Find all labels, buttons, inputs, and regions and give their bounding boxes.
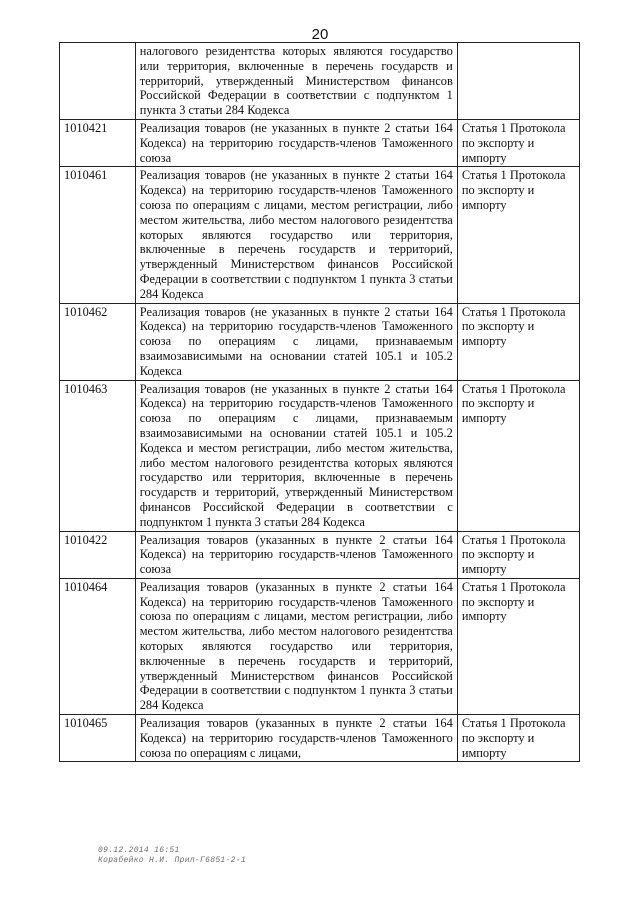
page-number: 20 — [311, 26, 329, 43]
table-row — [60, 43, 580, 120]
table-row — [60, 531, 580, 578]
code-cell — [60, 43, 136, 120]
basis-cell: Статья 1 Протокола по экспорту и импорту — [457, 380, 579, 531]
description-cell: Реализация товаров (указанных в пункте 2 статьи 164 Кодекса) на территорию государств-членов Таможенного союза по операциям с лицами, местом регистрации, либо местом жительства, либо местом налогового резидентства которых являются государство или территория, включенные в перечень государств и территорий, утвержденный Министерством финансов Российской Федерации в соответствии с подпунктом 1 пункта 3 статьи 284 Кодекса — [135, 578, 457, 714]
operation-codes-table — [59, 42, 580, 762]
footer-stamp-date: 09.12.2014 16:51 — [98, 846, 180, 855]
description-cell: Реализация товаров (не указанных в пункте 2 статьи 164 Кодекса) на территорию государств-членов Таможенного союза по операциям с лицами, признаваемым взаимозависимыми на основании статей 105.1 и 105.2 Кодекса и местом регистрации, либо местом жительства, либо местом налогового резидентства которых являются государство или территория, включенные в перечень государств и территорий, утвержденный Министерством финансов Российской Федерации в соответствии с подпунктом 1 пункта 3 статьи 284 Кодекса — [135, 380, 457, 531]
code-cell: 1010462 — [60, 303, 136, 380]
table-row — [60, 380, 580, 531]
table-row — [60, 303, 580, 380]
description-cell: налогового резидентства которых являются государство или территория, включенные в перечень государств и территорий, утвержденный Министерством финансов Российской Федерации в соответствии с подпунктом 1 пункта 3 статьи 284 Кодекса — [135, 43, 457, 120]
table-row — [60, 578, 580, 714]
table-row — [60, 167, 580, 303]
code-cell: 1010422 — [60, 531, 136, 578]
code-cell: 1010461 — [60, 167, 136, 303]
basis-cell: Статья 1 Протокола по экспорту и импорту — [457, 119, 579, 166]
description-cell: Реализация товаров (не указанных в пункте 2 статьи 164 Кодекса) на территорию государств-членов Таможенного союза по операциям с лицами, признаваемым взаимозависимыми на основании статей 105.1 и 105.2 Кодекса — [135, 303, 457, 380]
code-cell: 1010465 — [60, 715, 136, 762]
description-cell: Реализация товаров (не указанных в пункте 2 статьи 164 Кодекса) на территорию государств-членов Таможенного союза — [135, 119, 457, 166]
table-row — [60, 119, 580, 166]
basis-cell — [457, 43, 579, 120]
code-cell: 1010421 — [60, 119, 136, 166]
table-row — [60, 715, 580, 762]
description-cell: Реализация товаров (указанных в пункте 2 статьи 164 Кодекса) на территорию государств-членов Таможенного союза по операциям с лицами, — [135, 715, 457, 762]
basis-cell: Статья 1 Протокола по экспорту и импорту — [457, 303, 579, 380]
description-cell: Реализация товаров (не указанных в пункте 2 статьи 164 Кодекса) на территорию государств-членов Таможенного союза по операциям с лицами, местом регистрации, либо местом жительства, либо местом налогового резидентства которых являются государство или территория, включенные в перечень государств и территорий, утвержденный Министерством финансов Российской Федерации в соответствии с подпунктом 1 пункта 3 статьи 284 Кодекса — [135, 167, 457, 303]
footer-stamp-author: Корабейко Н.И. Прил-Г6851-2-1 — [98, 856, 246, 865]
code-cell: 1010464 — [60, 578, 136, 714]
description-cell: Реализация товаров (указанных в пункте 2 статьи 164 Кодекса) на территорию государств-членов Таможенного союза — [135, 531, 457, 578]
code-cell: 1010463 — [60, 380, 136, 531]
basis-cell: Статья 1 Протокола по экспорту и импорту — [457, 167, 579, 303]
basis-cell: Статья 1 Протокола по экспорту и импорту — [457, 715, 579, 762]
basis-cell: Статья 1 Протокола по экспорту и импорту — [457, 531, 579, 578]
basis-cell: Статья 1 Протокола по экспорту и импорту — [457, 578, 579, 714]
